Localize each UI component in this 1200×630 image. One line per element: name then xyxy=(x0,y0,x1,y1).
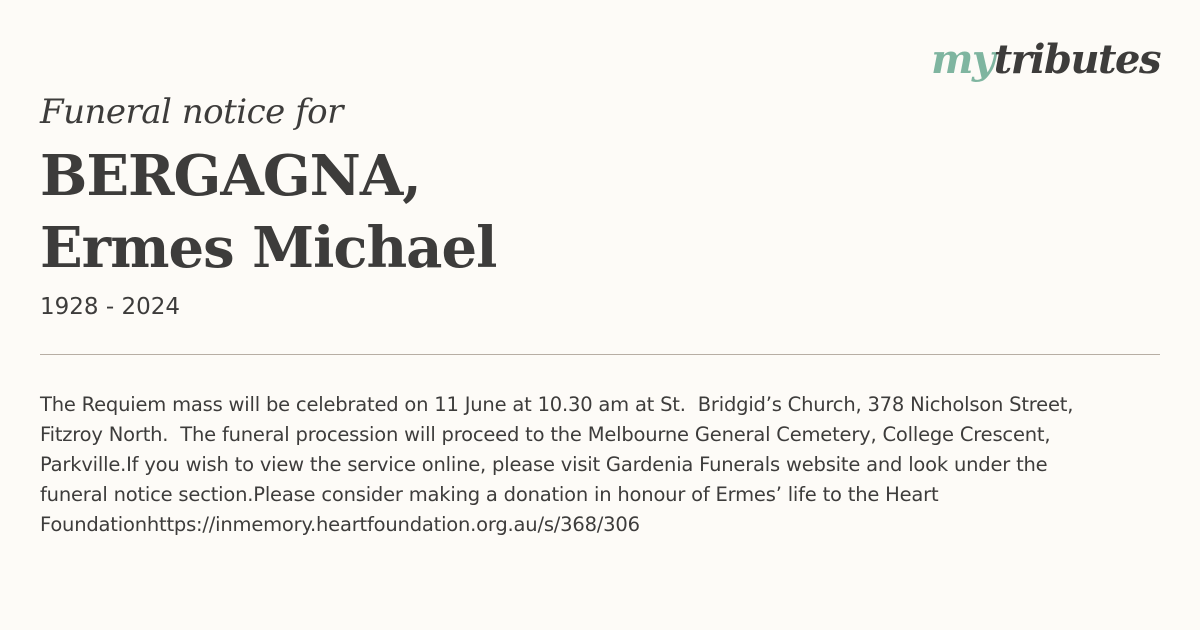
notice-intro: Funeral notice for xyxy=(40,92,343,132)
logo-tributes-text: tributes xyxy=(993,36,1160,83)
mytributes-logo[interactable] xyxy=(931,32,1160,88)
notice-body-line: The Requiem mass will be celebrated on 11 June at 10.30 am at St. Bridgid’s Church, 378 Nicholson Street, xyxy=(40,393,1074,416)
notice-body xyxy=(40,390,1100,540)
life-dates: 1928 - 2024 xyxy=(40,294,180,320)
notice-body-line: Fitzroy North. The funeral procession will proceed to the Melbourne General Cemetery, College Crescent, xyxy=(40,423,1051,446)
notice-body-line: funeral notice section.Please consider making a donation in honour of Ermes’ life to the Heart xyxy=(40,483,939,506)
notice-body-line: Foundationhttps://inmemory.heartfoundation.org.au/s/368/306 xyxy=(40,513,640,536)
deceased-given-names: Ermes Michael xyxy=(40,215,497,281)
notice-body-line: Parkville.If you wish to view the service online, please visit Gardenia Funerals website and look under the xyxy=(40,453,1048,476)
deceased-surname: BERGAGNA, xyxy=(40,143,421,209)
divider xyxy=(40,354,1160,355)
logo-my-text: my xyxy=(931,36,994,83)
deceased-name xyxy=(40,140,496,284)
